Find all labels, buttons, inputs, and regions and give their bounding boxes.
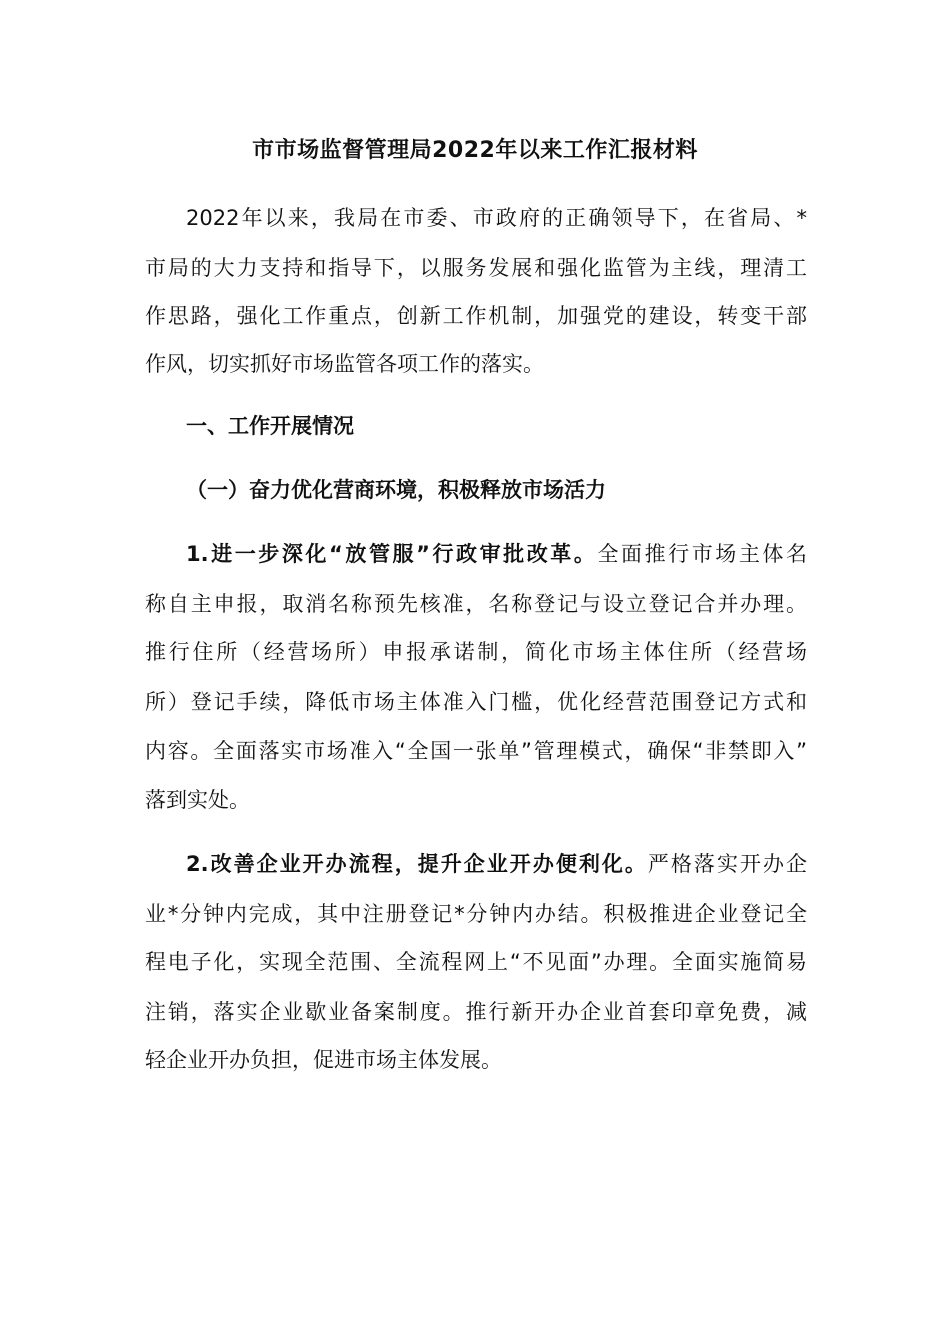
item1-line-3: 推行住所（经营场所）申报承诺制，简化市场主体住所（经营场 xyxy=(145,640,807,664)
item1-line-6: 落到实处。 xyxy=(145,788,250,812)
intro-line-4: 作风，切实抓好市场监管各项工作的落实。 xyxy=(145,352,544,376)
item1-lead: 1.进一步深化“放管服”行政审批改革。 xyxy=(186,542,598,566)
intro-line-1: 2022年以来，我局在市委、市政府的正确领导下，在省局、* xyxy=(186,206,807,230)
item2-line-3: 程电子化，实现全范围、全流程网上“不见面”办理。全面实施简易 xyxy=(145,950,807,974)
intro-line-3: 作思路，强化工作重点，创新工作机制，加强党的建设，转变干部 xyxy=(145,304,807,328)
item2-lead: 2.改善企业开办流程，提升企业开办便利化。 xyxy=(186,852,648,876)
item1-line-4: 所）登记手续，降低市场主体准入门槛，优化经营范围登记方式和 xyxy=(145,690,807,714)
document-title: 市市场监督管理局2022年以来工作汇报材料 xyxy=(252,138,698,163)
item2-line-1 xyxy=(186,848,807,880)
item2-line-4: 注销，落实企业歇业备案制度。推行新开办企业首套印章免费，减 xyxy=(145,1000,807,1024)
section-heading: 一、工作开展情况 xyxy=(186,414,354,438)
item1-line-2: 称自主申报，取消名称预先核准，名称登记与设立登记合并办理。 xyxy=(145,592,807,616)
item2-line-5: 轻企业开办负担，促进市场主体发展。 xyxy=(145,1048,502,1072)
subsection-heading: （一）奋力优化营商环境，积极释放市场活力 xyxy=(186,478,606,502)
item1-line-1 xyxy=(186,538,807,570)
item1-line-5: 内容。全面落实市场准入“全国一张单”管理模式，确保“非禁即入” xyxy=(145,739,807,763)
item1-line-1-rest: 全面推行市场主体名 xyxy=(597,542,807,566)
item2-line-1-rest: 严格落实开办企 xyxy=(647,852,807,876)
item2-line-2: 业*分钟内完成，其中注册登记*分钟内办结。积极推进企业登记全 xyxy=(145,902,807,926)
intro-line-2: 市局的大力支持和指导下，以服务发展和强化监管为主线，理清工 xyxy=(145,256,807,280)
